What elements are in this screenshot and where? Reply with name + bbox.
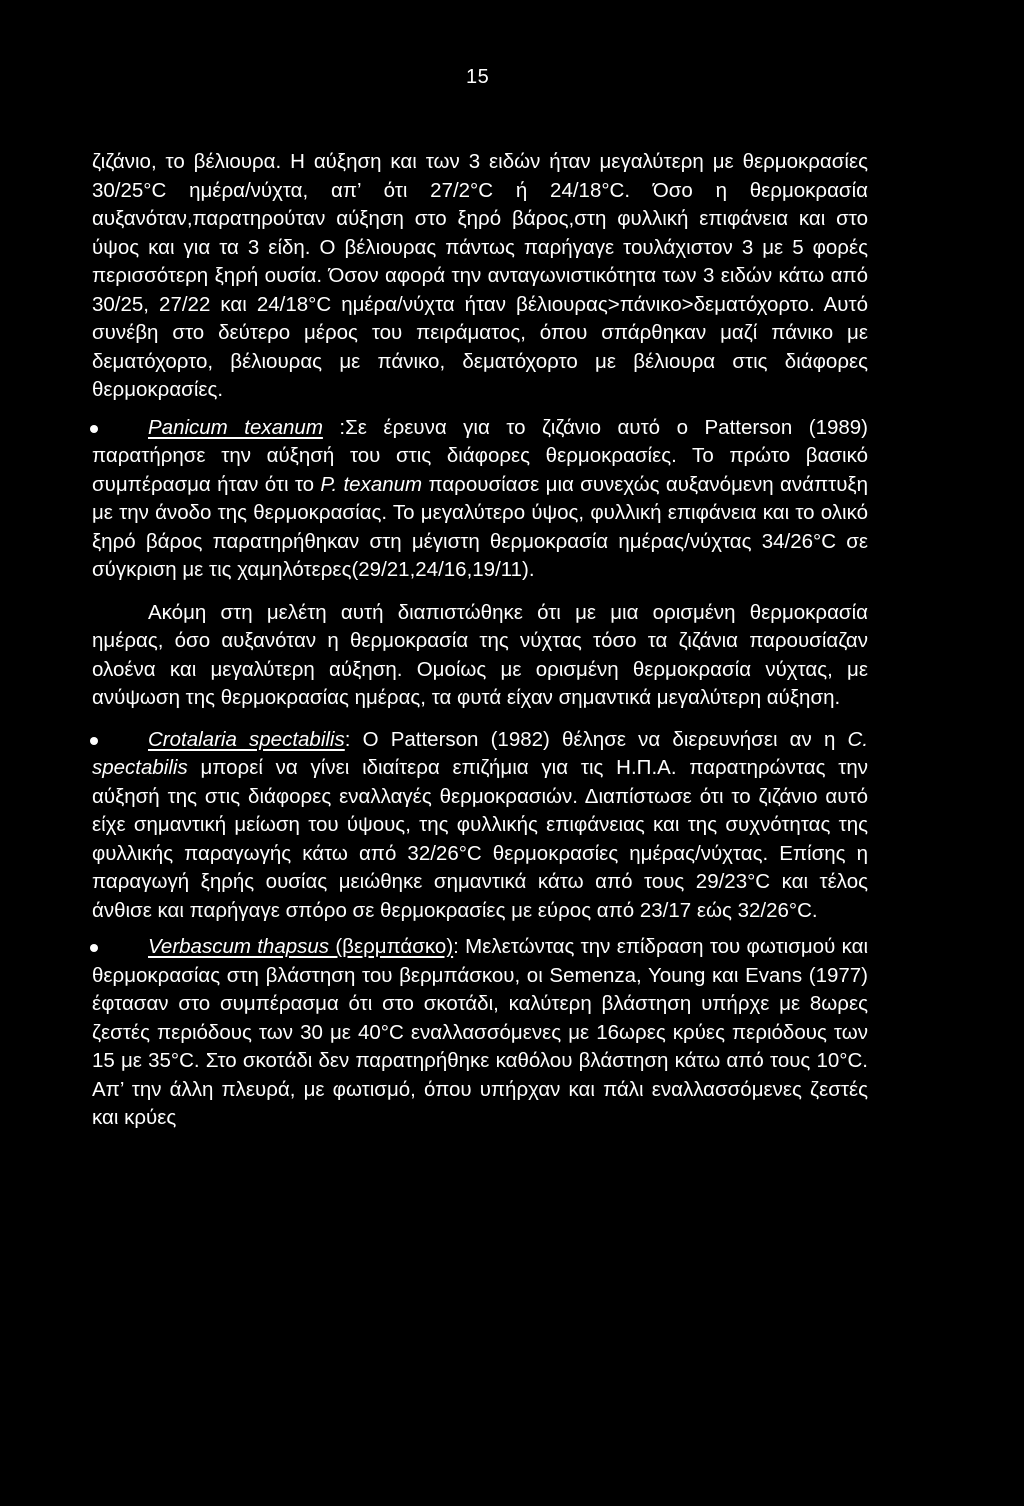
species-name-crotalaria: Crotalaria spectabilis [148, 727, 345, 751]
species-common-name: (βερμπάσκο) [329, 935, 454, 958]
crotalaria-text-b: μπορεί να γίνει ιδιαίτερα επιζήμια για τις Η.Π.Α. παρατηρώντας την αύξησή της στις διάφορες εναλλαγές θερμοκρασιών. Διαπίστωσε ότι το ζιζάνιο αυτό είχε σημαντική μείωση του ύψους, της φυλλικής επιφάνειας και της συχνότητας της φυλλικής παραγωγής κάτω από 32/26°C θερμοκρασίες ημέρας/νύχτας. Επίσης η παραγωγή ξηρής ουσίας μειώθηκε σημαντικά κάτω από τους 29/23°C και τέλος άνθισε και παρήγαγε σπόρο σε θερμοκρασίες με εύρος από 23/17 εώς 32/26°C. [92, 756, 868, 922]
bullet-icon [90, 737, 98, 745]
verbascum-section [92, 933, 868, 1133]
verbascum-text: : Μελετώντας την επίδραση του φωτισμού και θερμοκρασίας στη βλάστηση του βερμπάσκου, οι Semenza, Young και Evans (1977) έφτασαν στο συμπέρασμα ότι στο σκοτάδι, καλύτερη βλάστηση υπήρχε με 8ωρες ζεστές περιόδους των 30 με 40°C εναλλασσόμενες με 16ωρες κρύες περιόδους των 15 με 35°C. Στο σκοτάδι δεν παρατηρήθηκε καθόλου βλάστηση κάτω από τους 10°C. Απ’ την άλλη πλευρά, με φωτισμό, όπου υπήρχαν και πάλι εναλλασσόμενες ζεστές και κρύες [92, 935, 869, 1129]
panicum-text-b: παρουσίασε μια συνεχώς αυξανόμενη ανάπτυξη με την άνοδο της θερμοκρασίας. Το μεγαλύτερο ύψος, φυλλική επιφάνεια και το ολικό ξηρό βάρος παρατηρήθηκαν στη μέγιστη θερμοκρασία ημέρας/νύχτας 34/26°C σε σύγκριση με τις χαμηλότερες(29/21,24/16,19/11). [92, 472, 868, 581]
bullet-icon [90, 425, 98, 433]
species-abbrev-crotalaria: C. spectabilis [92, 727, 869, 779]
species-name-panicum: Panicum texanum [148, 415, 323, 439]
panicum-followup-paragraph: Ακόμη στη μελέτη αυτή διαπιστώθηκε ότι με μια ορισμένη θερμοκρασία ημέρας, όσο αυξανόταν η θερμοκρασία της νύχτας τόσο τα ζιζάνια παρουσίαζαν ολοένα και μεγαλύτερη αύξηση. Ομοίως με ορισμένη θερμοκρασία νύχτας, με ανύψωση της θερμοκρασίας ημέρας, τα φυτά είχαν σημαντικά μεγαλύτερη αύξηση. [92, 600, 868, 709]
intro-paragraph: ζιζάνιο, το βέλιουρα. Η αύξηση και των 3 ειδών ήταν μεγαλύτερη με θερμοκρασίες 30/25°C ημέρα/νύχτα, απ’ ότι 27/2°C ή 24/18°C. Όσο η θερμοκρασία αυξανόταν,παρατηρούταν αύξηση στο ξηρό βάρος,στη φυλλική επιφάνεια και στο ύψος και για τα 3 είδη. Ο βέλιουρας πάντως παρήγαγε τουλάχιστον 3 με 5 φορές περισσότερη ξηρή ουσία. Όσον αφορά την ανταγωνιστικότητα των 3 ειδών κάτω από 30/25, 27/22 και 24/18°C ημέρα/νύχτα ήταν βέλιουρας>πάνικο>δεματόχορτο. Αυτό συνέβη στο δεύτερο μέρος του πειράματος, όπου σπάρθηκαν μαζί πάνικο με δεματόχορτο, βέλιουρας με πάνικο, δεματόχορτο με βέλιουρα στις διάφορες θερμοκρασίες. [92, 150, 868, 401]
species-name-verbascum: Verbascum thapsus [148, 935, 330, 958]
crotalaria-text-a: : Ο Patterson (1982) θέλησε να διερευνήσει αν η [344, 727, 848, 751]
panicum-section [92, 414, 868, 585]
species-abbrev-panicum: P. texanum [320, 472, 423, 496]
panicum-text-a: :Σε έρευνα για το ζιζάνιο αυτό ο Patterson (1989) παρατήρησε την αύξησή του στις διάφορες θερμοκρασίες. Το πρώτο βασικό συμπέρασμα ήταν ότι το [92, 415, 869, 496]
crotalaria-section [92, 726, 868, 926]
page-number: 15 [466, 66, 490, 88]
document-body [92, 148, 868, 1133]
bullet-icon [90, 944, 98, 952]
